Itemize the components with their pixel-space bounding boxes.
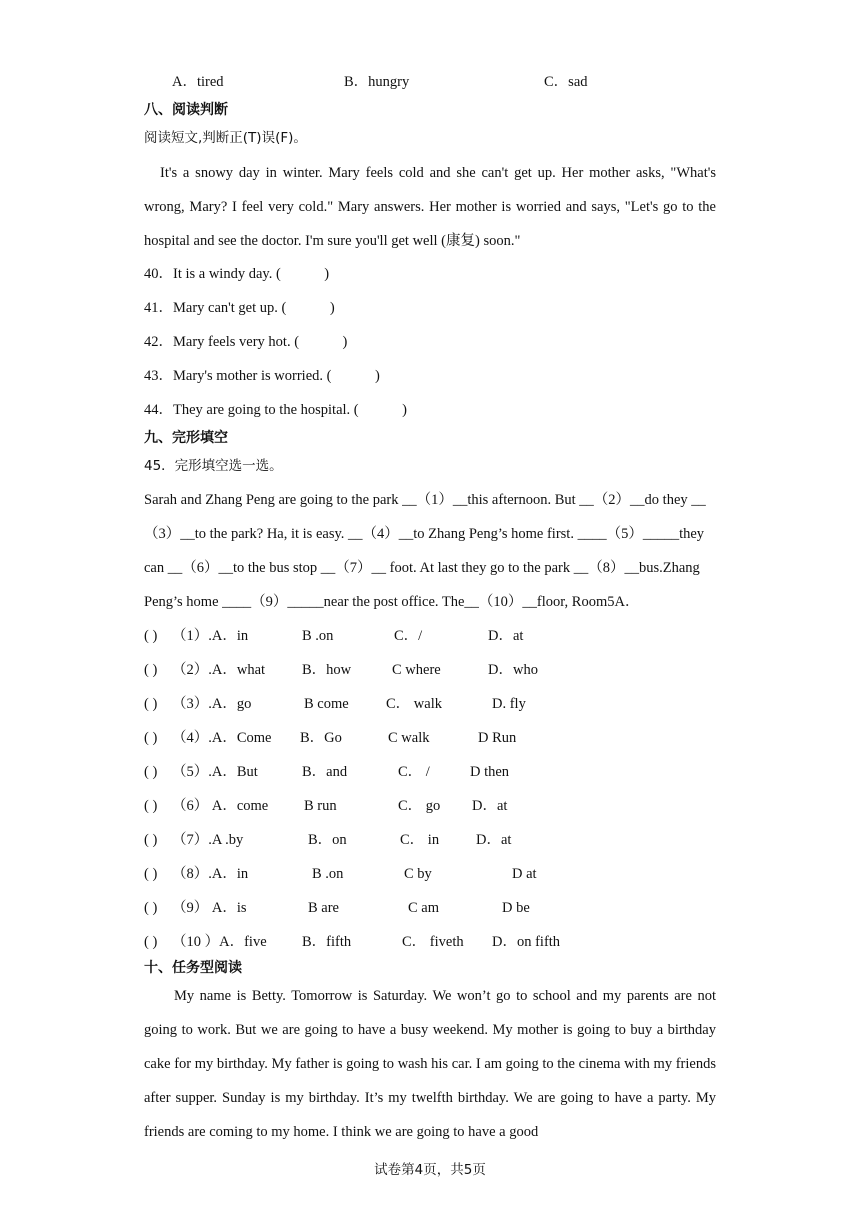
section10-passage: My name is Betty. Tomorrow is Saturday. We won’t go to school and my parents are not going to work. But we are going to have a busy weekend. My mother is going to buy a birthday cake for my birthday. My father is going to wash his car. I am going to the cinema with my friends after supper. Sunday is my birthday. It’s my twelfth birthday. We are going to have a party. My friends are coming to my home. I think we are going to have a good	[144, 988, 716, 1140]
option-b: B．hungry	[344, 74, 410, 90]
answer-paren: ( )	[144, 662, 158, 678]
choice-option-b: B．on	[308, 832, 347, 848]
choice-option-c: C． walk	[386, 696, 442, 712]
question-43: 43．Mary's mother is worried. ( )	[144, 368, 380, 384]
answer-paren: ( )	[144, 934, 158, 950]
question-41: 41．Mary can't get up. ( )	[144, 300, 335, 316]
choice-option-a: （3）.A．go	[172, 696, 252, 712]
choice-option-d: D at	[512, 866, 537, 882]
choice-option-c: C．/	[394, 628, 423, 644]
question-42: 42．Mary feels very hot. ( )	[144, 334, 348, 350]
answer-paren: ( )	[144, 696, 158, 712]
page-footer: 试卷第4页，共5页	[374, 1162, 486, 1178]
choice-option-a: （5）.A．But	[172, 764, 258, 780]
choice-option-a: （6） A．come	[172, 798, 269, 814]
choice-option-d: D．at	[488, 628, 524, 644]
choice-option-a: （1）.A．in	[172, 628, 249, 644]
choice-option-b: B .on	[312, 866, 344, 882]
question-44: 44．They are going to the hospital. ( )	[144, 402, 407, 418]
section9-heading: 九、完形填空	[144, 430, 228, 446]
section8-heading: 八、阅读判断	[144, 102, 228, 118]
choice-option-c: C． go	[398, 798, 441, 814]
choice-option-d: D．at	[476, 832, 512, 848]
section8-instruction: 阅读短文,判断正(T)误(F)。	[144, 130, 307, 146]
choice-option-a: （4）.A．Come	[172, 730, 272, 746]
cloze-line-1: Sarah and Zhang Peng are going to the park __（1）__this afternoon. But __（2）__do they __	[144, 492, 706, 508]
cloze-line-2: （3）__to the park? Ha, it is easy. __（4）__to Zhang Peng’s home first. ____（5）_____they	[144, 526, 705, 542]
choice-option-a: （10 ）A．five	[172, 934, 267, 950]
answer-paren: ( )	[144, 628, 158, 644]
question-45: 45．完形填空选一选。	[144, 458, 283, 474]
option-c: C．sad	[544, 74, 588, 90]
cloze-line-4: Peng’s home ____（9）_____near the post office. The__（10）__floor, Room5A．	[144, 594, 640, 610]
section8-passage: It's a snowy day in winter. Mary feels cold and she can't get up. Her mother asks, "What's wrong, Mary? I feel very cold." Mary answers. Her mother is worried and says, "Let's go to the hospital and see the doctor. I'm sure you'll get well (康复) soon."	[144, 165, 716, 249]
choice-option-d: D．who	[488, 662, 538, 678]
option-a: A．tired	[172, 74, 224, 90]
choice-option-d: D Run	[478, 730, 517, 746]
cloze-line-3: can __（6）__to the bus stop __（7）__ foot. At last they go to the park __（8）__bus.Zhang	[144, 560, 700, 576]
choice-option-c: C walk	[388, 730, 430, 746]
answer-paren: ( )	[144, 764, 158, 780]
choice-option-c: C am	[408, 900, 440, 916]
answer-paren: ( )	[144, 832, 158, 848]
choice-option-b: B are	[308, 900, 339, 916]
choice-option-a: （9） A．is	[172, 900, 247, 916]
choice-option-c: C where	[392, 662, 441, 678]
choice-option-c: C． fiveth	[402, 934, 464, 950]
choice-option-b: B．how	[302, 662, 352, 678]
choice-option-b: B .on	[302, 628, 334, 644]
choice-option-a: （7）.A .by	[172, 832, 244, 848]
answer-paren: ( )	[144, 866, 158, 882]
choice-option-a: （2）.A．what	[172, 662, 266, 678]
choice-option-b: B run	[304, 798, 337, 814]
question-40: 40．It is a windy day. ( )	[144, 266, 330, 282]
section10-heading: 十、任务型阅读	[144, 960, 242, 976]
choice-option-d: D then	[470, 764, 510, 780]
choice-option-a: （8）.A．in	[172, 866, 249, 882]
answer-paren: ( )	[144, 798, 158, 814]
answer-paren: ( )	[144, 900, 158, 916]
choice-option-d: D．on fifth	[492, 934, 561, 950]
answer-paren: ( )	[144, 730, 158, 746]
choice-option-c: C by	[404, 866, 432, 882]
choice-option-b: B come	[304, 696, 349, 712]
choice-option-d: D．at	[472, 798, 508, 814]
choice-option-d: D. fly	[492, 696, 526, 712]
choice-option-d: D be	[502, 900, 530, 916]
choice-option-b: B．Go	[300, 730, 342, 746]
choice-option-b: B．and	[302, 764, 348, 780]
choice-option-c: C． /	[398, 764, 430, 780]
choice-option-c: C． in	[400, 832, 440, 848]
choice-option-b: B．fifth	[302, 934, 352, 950]
